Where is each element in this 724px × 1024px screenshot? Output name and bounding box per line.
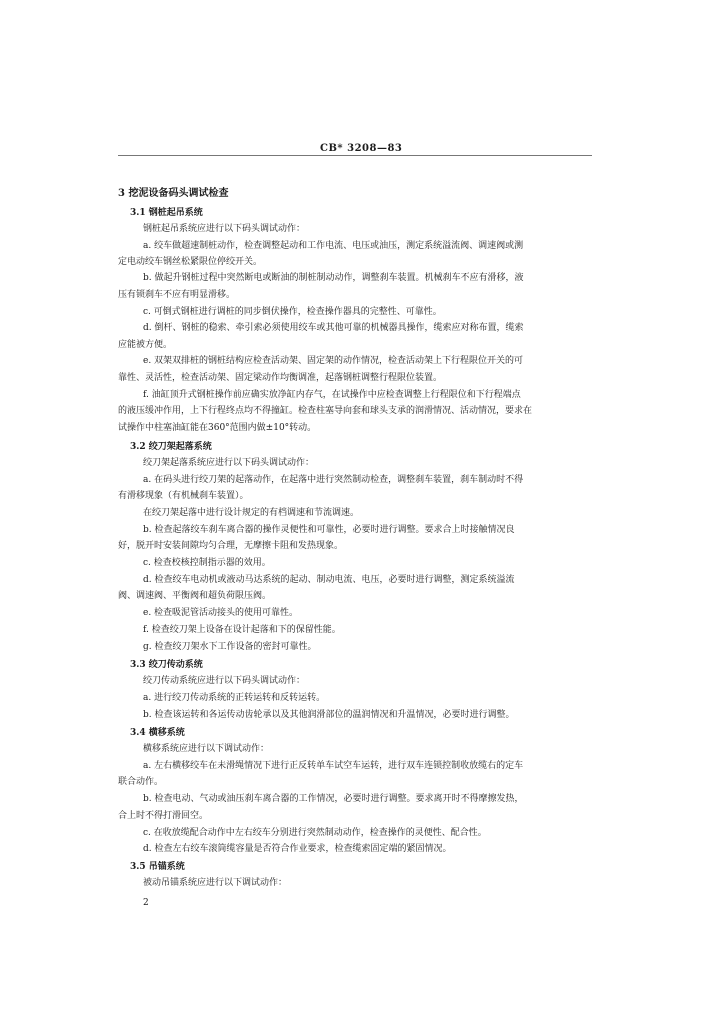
list-item-f: f. 检查绞刀架上设备在设计起落和下的保留性能。 — [143, 625, 341, 635]
list-item-b-cont: 压有锁刹车不应有明显滑移。 — [118, 290, 236, 300]
list-item-f: f. 油缸顶升式钢桩操作前应确实放净缸内存气，在试操作中应检查调整上行程限位和下行程端点 — [143, 390, 521, 400]
standard-number-header: CB* 3208—83 — [320, 143, 403, 154]
list-item-e: e. 双架双排桩的钢桩结构应检查活动架、固定架的动作情况，检查活动架上下行程限位开关的可 — [143, 356, 524, 366]
list-item-d-cont: 阀、调速阀、平衡阀和超负荷限压阀。 — [118, 591, 272, 601]
list-item-g: g. 检查绞刀架水下工作设备的密封可靠性。 — [143, 642, 317, 652]
list-item-c: c. 在收放缆配合动作中左右绞车分别进行突然制动动作，检查操作的灵便性、配合性。 — [143, 828, 487, 838]
list-item-f-cont: 的液压缓冲作用，上下行程终点均不得撞缸。检查柱塞导向套和球头支承的润滑情况、活动情况，要求在 — [118, 406, 533, 416]
list-item-b: b. 做起升钢桩过程中突然断电或断油的制桩制动动作，调整刹车装置。机械刹车不应有滑移，液 — [143, 273, 524, 283]
list-item-b: b. 检查该运转和各运传动齿轮承以及其他润滑部位的温润情况和升温情况，必要时进行调整。 — [143, 710, 515, 720]
list-item-a: a. 绞车做超速制桩动作，检查调整起动和工作电流、电压或油压，测定系统溢流阀、调速阀或测 — [143, 241, 524, 251]
list-item-a: a. 左右横移绞车在未滑绳情况下进行正反转单车试空车运转，进行双车连锁控制收放缆右的定车 — [143, 761, 524, 771]
paragraph-intro: 钢桩起吊系统应进行以下码头调试动作： — [143, 224, 306, 234]
list-item-d: d. 检查绞车电动机或液动马达系统的起动、制动电流、电压，必要时进行调整，测定系统溢流 — [143, 575, 515, 585]
paragraph-intro: 绞刀架起落系统应进行以下码头调试动作： — [143, 458, 315, 468]
list-item-a-cont: 有滑移现象（有机械刹车装置）。 — [118, 491, 249, 501]
list-item-a-cont: 定电动绞车钢丝松紧限位停绞开关。 — [118, 257, 263, 267]
list-item-a: a. 在码头进行绞刀架的起落动作，在起落中进行突然制动检查，调整刹车装置，刹车制动时不得 — [143, 475, 524, 485]
subsection-heading-3-3: 3.3 绞刀传动系统 — [130, 660, 203, 670]
header-divider — [118, 155, 592, 156]
section-title: 3 挖泥设备码头调试检查 — [118, 188, 229, 199]
paragraph-intro: 横移系统应进行以下调试动作： — [143, 744, 270, 754]
list-item-f-cont: 试操作中柱塞油缸能在360°范围内做±10°转动。 — [118, 423, 317, 433]
list-item-d: d. 倒杆、钢桩的稳索、牵引索必须使用绞车或其他可靠的机械器具操作，缆索应对称布置，缆索 — [143, 323, 524, 333]
list-item-a: a. 进行绞刀传动系统的正转运转和反转运转。 — [143, 693, 326, 703]
subsection-heading-3-5: 3.5 吊锚系统 — [130, 862, 185, 872]
list-item-d-cont: 应能被方便。 — [118, 340, 173, 350]
page-number: 2 — [143, 898, 149, 908]
list-item-a-cont: 联合动作。 — [118, 777, 164, 787]
list-item-e: e. 检查吸泥管活动接头的使用可靠性。 — [143, 608, 299, 618]
paragraph-note: 在绞刀架起落中进行设计规定的有档调速和节流调速。 — [143, 508, 360, 518]
list-item-c: c. 可倒式钢桩进行调桩的同步倒伏操作，检查操作器具的完整性、可靠性。 — [143, 307, 442, 317]
list-item-c: c. 检查校核控制指示器的效用。 — [143, 558, 271, 568]
list-item-e-cont: 靠性、灵活性，检查活动架、固定梁动作均衡调准，起落钢桩调整行程限位装置。 — [118, 373, 443, 383]
paragraph-intro: 绞刀传动系统应进行以下码头调试动作： — [143, 676, 306, 686]
subsection-heading-3-4: 3.4 横移系统 — [130, 728, 185, 738]
list-item-b-cont: 合上时不得打滑回空。 — [118, 811, 209, 821]
list-item-b-cont: 好，脱开时安装间隙均匀合理，无摩擦卡阻和发热现象。 — [118, 541, 344, 551]
list-item-d: d. 检查左右绞车滚筒缆容量是否符合作业要求，检查缆索固定端的紧固情况。 — [143, 844, 452, 854]
subsection-heading-3-2: 3.2 绞刀架起落系统 — [130, 442, 212, 452]
paragraph-intro: 被动吊锚系统应进行以下调试动作： — [143, 878, 288, 888]
list-item-b: b. 检查电动、气动或油压刹车离合器的工作情况，必要时进行调整。要求离开时不得摩擦发热， — [143, 794, 524, 804]
subsection-heading-3-1: 3.1 钢桩起吊系统 — [130, 208, 203, 218]
list-item-b: b. 检查起落绞车刹车离合器的操作灵便性和可靠性，必要时进行调整。要求合上时接触情况良 — [143, 525, 515, 535]
